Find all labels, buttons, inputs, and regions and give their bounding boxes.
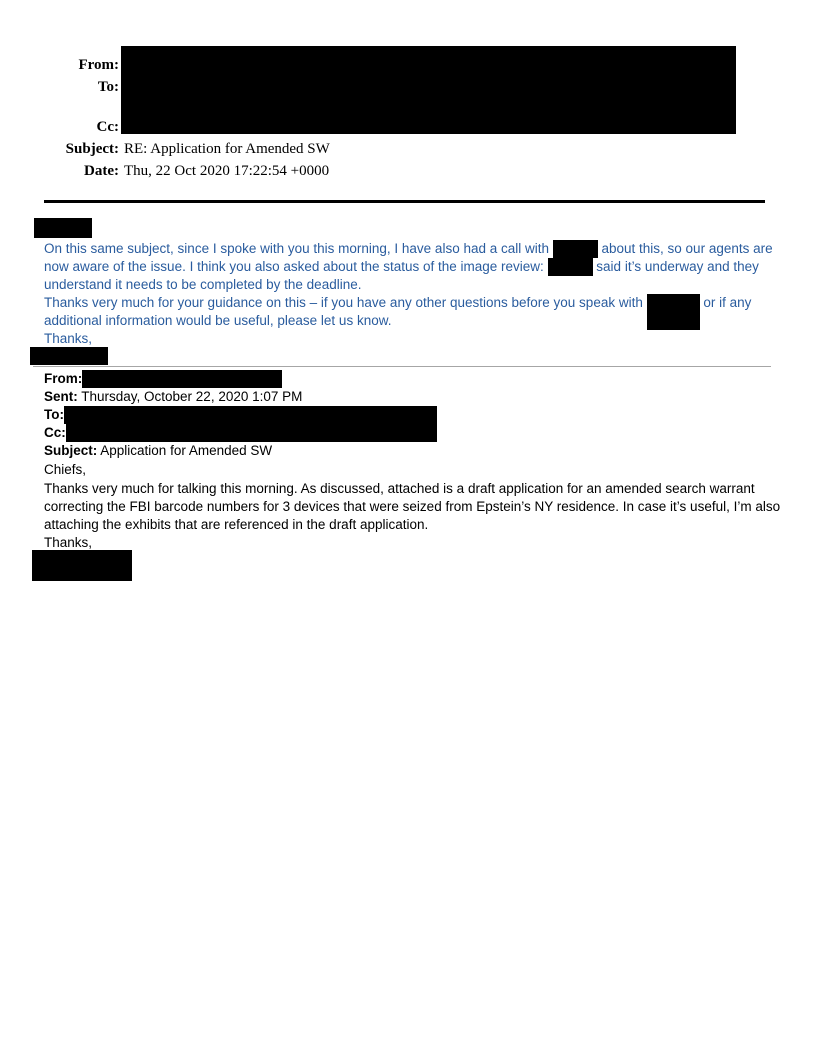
redaction-box-signature-1 (30, 347, 108, 365)
subject-label: Subject: (65, 141, 119, 157)
redaction-box-quoted-from (82, 370, 282, 388)
quoted-body-line-2: correcting the FBI barcode numbers for 3 devices that were seized from Epstein’s NY residence. In case it’s useful, I’m also (44, 499, 781, 514)
date-value: Thu, 22 Oct 2020 17:22:54 +0000 (124, 163, 330, 179)
redaction-box-signature-2 (32, 550, 132, 581)
reply-closing: Thanks, (44, 331, 93, 346)
redaction-inline-name-2 (548, 258, 593, 276)
quoted-from-label: From: (44, 371, 83, 386)
quoted-to-label: To: (44, 407, 64, 422)
cc-label: Cc: (96, 119, 119, 135)
date-label: Date: (84, 163, 119, 179)
quoted-sent-label: Sent: (44, 389, 78, 404)
redaction-box-quoted-to (64, 406, 437, 424)
reply-body-text: On this same subject, since I spoke with you this morning, I have also had a call with (44, 241, 553, 256)
reply-body-text: said it’s underway and they (592, 259, 759, 274)
quoted-email-divider (33, 366, 771, 367)
redaction-box-quoted-cc (66, 424, 437, 442)
reply-body-line-2 (44, 258, 759, 276)
redaction-box-greeting (34, 218, 92, 238)
quoted-from-row (44, 370, 282, 388)
header-divider (44, 200, 765, 203)
to-label: To: (97, 79, 119, 95)
quoted-subject-row (44, 442, 272, 460)
reply-body-line-4 (44, 294, 751, 312)
subject-value: RE: Application for Amended SW (124, 141, 330, 157)
quoted-subject-value: Application for Amended SW (97, 443, 273, 458)
reply-body-line-3: understand it needs to be completed by the deadline. (44, 277, 362, 292)
quoted-body-line-1: Thanks very much for talking this morning. As discussed, attached is a draft application for an amended search warrant (44, 481, 755, 496)
from-label: From: (78, 57, 119, 73)
quoted-cc-row (44, 424, 437, 442)
reply-body-line-5: additional information would be useful, please let us know. (44, 313, 392, 328)
redaction-inline-name-1 (553, 240, 598, 258)
reply-body-line-1 (44, 240, 773, 258)
quoted-to-row (44, 406, 437, 424)
quoted-cc-label: Cc: (44, 425, 66, 440)
reply-body-text: or if any (699, 295, 752, 310)
quoted-sent-row (44, 388, 302, 406)
quoted-subject-label: Subject: (44, 443, 98, 458)
reply-body-text: now aware of the issue. I think you also asked about the status of the image review: (44, 259, 548, 274)
quoted-sent-value: Thursday, October 22, 2020 1:07 PM (77, 389, 303, 404)
quoted-body-line-3: attaching the exhibits that are referenced in the draft application. (44, 517, 429, 532)
reply-body-text: about this, so our agents are (597, 241, 773, 256)
redaction-inline-name-3 (647, 294, 700, 330)
quoted-closing: Thanks, (44, 535, 93, 550)
quoted-greeting: Chiefs, (44, 462, 87, 477)
reply-body-text: Thanks very much for your guidance on this – if you have any other questions before you speak with (44, 295, 647, 310)
redaction-box-recipients (121, 46, 736, 134)
